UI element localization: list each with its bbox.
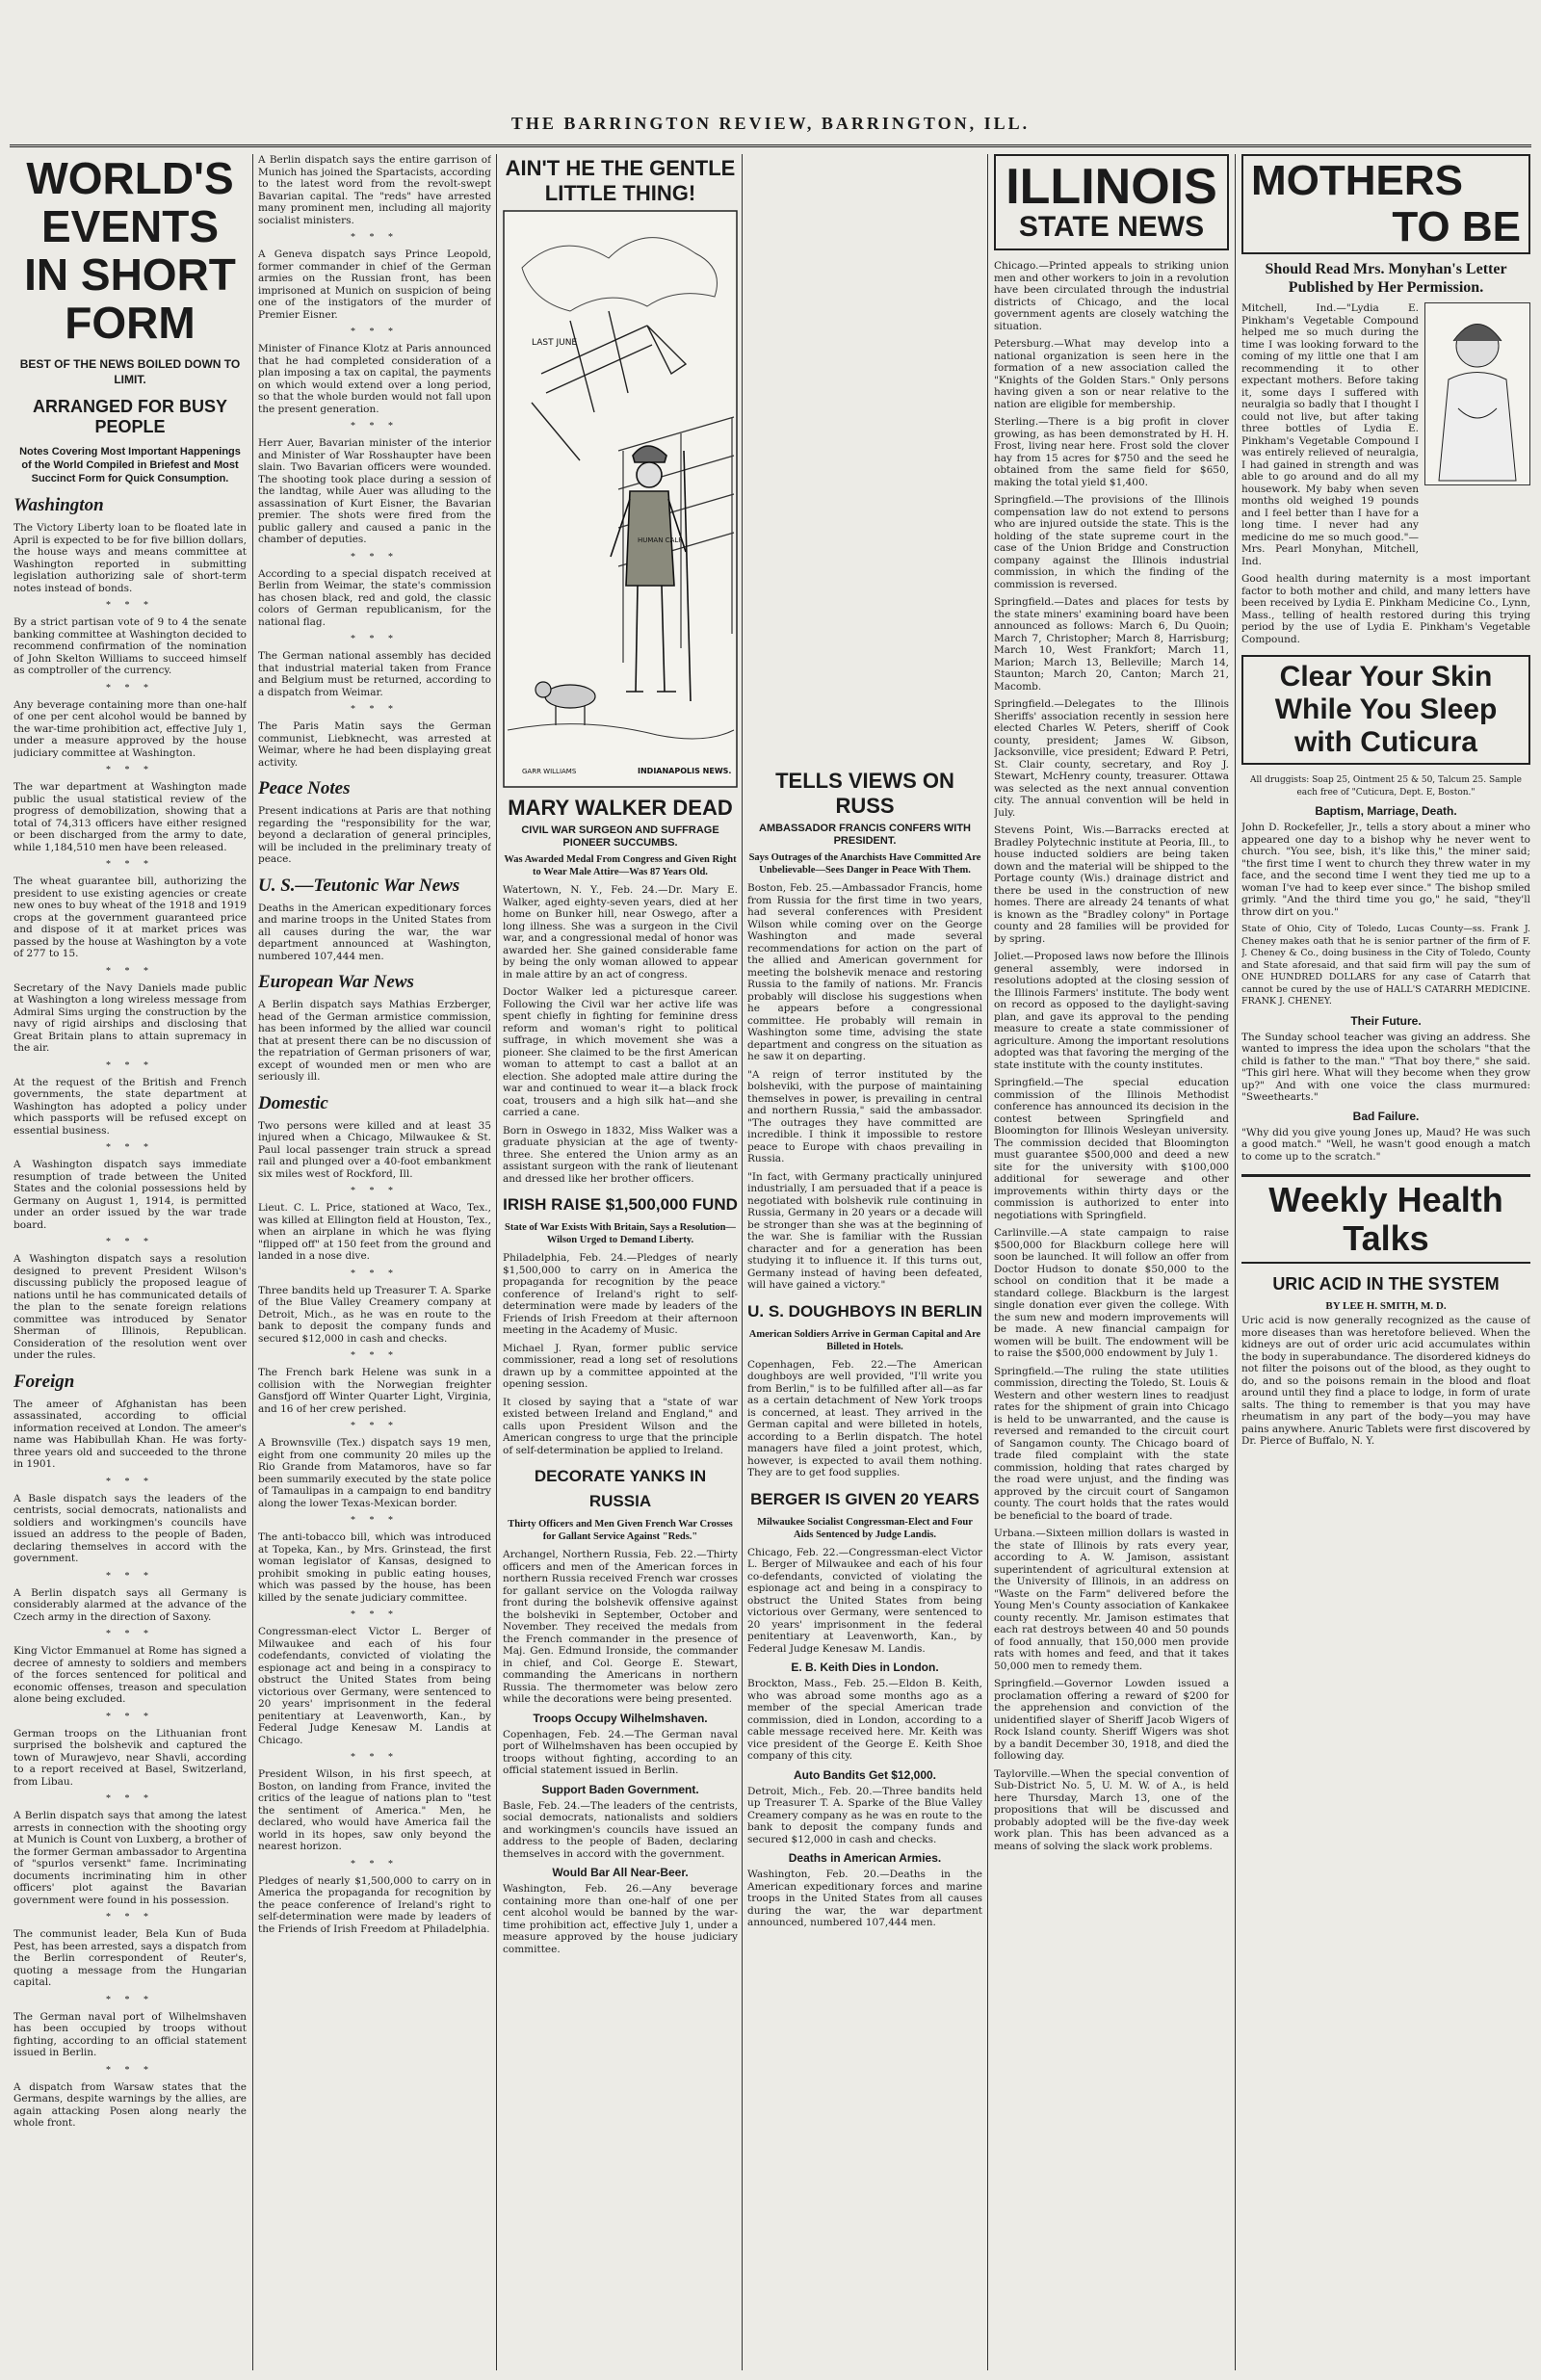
news-item: The war department at Washington made public the usual statistical review of the progress of demobilization, showing that a total of 74,313 officers have either resigned or been discharged from the army to date, while 1,184,510 men have been released.: [13, 781, 247, 853]
masthead: THE BARRINGTON REVIEW, BARRINGTON, ILL.: [510, 114, 1031, 133]
separator: * * *: [106, 765, 154, 775]
illinois-state-news-title: [994, 154, 1229, 250]
news-item: According to a special dispatch received at Berlin from Weimar, the state's commission has chosen black, red and gold, the classic colors of German republicanism, for the national flag.: [258, 567, 491, 628]
news-item: Congressman-elect Victor L. Berger of Milwaukee and each of his four codefendants, convicted of violating the espionage act and being in a conspiracy to obstruct the United States from being victorious over Germany, were sentenced to 20 years' imprisonment in the federal penitentiary at Leavenworth, Kan., by Federal Judge Kenesaw M. Landis at Chicago.: [258, 1626, 491, 1746]
catarrh-ad: State of Ohio, City of Toledo, Lucas County—ss. Frank J. Cheney makes oath that he is senior partner of the firm of F. J. Cheney & Co., doing business in the City of Toledo, County and State aforesaid, and that said firm will pay the sum of ONE HUNDRED DOLLARS for any case of Catarrh that cannot be cured by the use of HALL'S CATARRH MEDICINE. FRANK J. CHENEY.: [1241, 924, 1530, 1007]
brief-text: Copenhagen, Feb. 24.—The German naval port of Wilhelmshaven has been occupied by troops without fighting, according to an official statement issued in Berlin.: [503, 1728, 738, 1776]
section-heading: U. S.—Teutonic War News: [258, 875, 460, 896]
story-text: "Why did you give young Jones up, Maud? He was such a good match." "Well, he wasn't good enough a match to come up to the scratch.": [1241, 1126, 1530, 1163]
news-item: A Berlin dispatch says the entire garrison of Munich has joined the Spartacists, according to the latest word from the revolt-swept Bavarian capital. The "reds" have arrested many prominent men, including all majority socialist ministers.: [258, 154, 491, 226]
news-item: The French bark Helene was sunk in a collision with the Norwegian freighter Gansfjord off Winter Quarter Light, Virginia, and 16 of her crew perished.: [258, 1367, 491, 1415]
column-divider: [252, 154, 253, 2370]
separator: * * *: [351, 1752, 399, 1763]
news-item: Any beverage containing more than one-half of one per cent alcohol would be banned by the war-time prohibition act, effective July 1, under a measure approved by the house judiciary committee at Washington.: [13, 698, 247, 759]
brief-headline: Deaths in American Armies.: [788, 1851, 942, 1865]
brief-text: Washington, Feb. 20.—Deaths in the American expeditionary forces and marine troops in the United States from all causes during the war, the war department announced, numbered 107,444 men.: [747, 1869, 982, 1928]
article-paragraph: Michael J. Ryan, former public service commissioner, read a long set of resolutions drawn up by a committee appointed at the opening session.: [503, 1342, 738, 1390]
news-item: Two persons were killed and at least 35 injured when a Chicago, Milwaukee & St. Paul local passenger train struck a spread rail and plunged over a 40-foot embankment six miles west of Rockford, Ill.: [258, 1119, 491, 1180]
state-news-item: Sterling.—There is a big profit in clover growing, as has been demonstrated by H. H. Frost, living near here. Frost sold the clover hay from 15 acres for $750 and the seed he obtained from the same field for $650, making the total yield $1,400.: [994, 416, 1229, 488]
news-item: A Geneva dispatch says Prince Leopold, former commander in chief of the German armies on the Russian front, has been imprisoned at Munich on suspicion of being one of the instigators of the murder of Premier Eisner.: [258, 248, 491, 321]
article-paragraph: Born in Oswego in 1832, Miss Walker was a graduate physician at the age of twenty-three. She entered the Union army as an assistant surgeon with the rank of lieutenant and dressed like her brother officers.: [503, 1124, 738, 1185]
news-item: Lieut. C. L. Price, stationed at Waco, Tex., was killed at Ellington field at Houston, Tex., when an airplane in which he was flying "flipped off" at 150 feet from the ground and landed in a nose dive.: [258, 1202, 491, 1262]
state-news-item: Joliet.—Proposed laws now before the Illinois general assembly, were indorsed in resolutions adopted at the closing session of the Illinois Farmers' institute. The body went on record as opposed to the daylight-saving plan, and gave its approval to the pending measure to create a state commissioner of agriculture. Among the important resolutions adopted was that favoring the merging of the state institute with the county institutes.: [994, 951, 1229, 1071]
news-item: The ameer of Afghanistan has been assassinated, according to official information received at London. The ameer's name was Habibullah Khan. He was forty-three years old and succeeded to the throne in 1901.: [13, 1398, 247, 1470]
article-paragraph: Doctor Walker led a picturesque career. Following the Civil war her active life was spent chiefly in fighting for feminine dress reform and woman's right to political suffrage, in which movement she was a pioneer. She claimed to be the first American woman to attempt to cast a ballot at an election. She adopted male attire during the war and continued to wear it—a black frock coat, trousers and a high silk hat—and she carried a cane.: [503, 986, 738, 1118]
brief-headline: Troops Occupy Wilhelmshaven.: [533, 1711, 708, 1725]
brief-text: Washington, Feb. 26.—Any beverage containing more than one-half of one per cent alcohol would be banned by the war-time prohibition act, effective July 1, under a measure approved by the house judiciary committee.: [503, 1883, 738, 1955]
story-text: John D. Rockefeller, Jr., tells a story about a miner who appeared one day to a bishop why he never went to church. "You see, bish, it's like this," the miner said; "the first time I went to church they threw water in my face, and the second time I went they tied me up to a woman I've had to keep ever since." The bishop smiled grimly. "And the third time you go," he said, "they'll throw dirt on you.": [1241, 822, 1530, 918]
ad-subheading: Should Read Mrs. Monyhan's Letter Published by Her Permission.: [1265, 261, 1507, 296]
byline: BY LEE H. SMITH, M. D.: [1325, 1300, 1447, 1312]
state-news-item: Carlinville.—A state campaign to raise $500,000 for Blackburn college here will soon be launched. It will follow an offer from Doctor Hudson to donate $50,000 to the school on condition that it be made a standard college. Blackburn is the largest single donation ever given the college. With the sum new and modern improvements will be made. A new financial campaign for women will be built. The endowment will be to raise the $500,000 endowment by July 1.: [994, 1227, 1229, 1359]
news-item: Deaths in the American expeditionary forces and marine troops in the United States from all causes during the war, the war department announced at Washington, numbered 107,444 men.: [258, 902, 491, 962]
separator: * * *: [351, 1609, 399, 1620]
news-item: President Wilson, in his first speech, at Boston, on landing from France, invited the critics of the league of nations plan to "test the sentiment of America." Men, he declared, who would have America fail the world in its hopes, saw only beyond the nearest horizon.: [258, 1768, 491, 1852]
state-news-item: Springfield.—Dates and places for tests by the state miners' examining board have been announced as follows: March 6, Du Quoin; March 7, Christopher; March 8, Harrisburg; March 10, West Frankfort; March 11, Marion; March 13, Belleville; March 14, Staunton; March 20, Canton; March 21, Macomb.: [994, 596, 1229, 693]
separator: * * *: [106, 1793, 154, 1804]
story-text: The Sunday school teacher was giving an address. She wanted to impress the idea upon the scholars "that the child is father to the man." "That boy there," she said. "This girl here. What will they become when they grow up?" And with one voice the class murmured: "Sweethearts.": [1241, 1031, 1530, 1103]
news-item: The German national assembly has decided that industrial material taken from France and Belgium must be returned, according to a dispatch from Weimar.: [258, 650, 491, 698]
separator: * * *: [106, 1476, 154, 1487]
separator: * * *: [106, 682, 154, 693]
news-item: The Victory Liberty loan to be floated late in April is expected to be for five billion dollars, the house ways and means committee at Washington reported in submitting legislation authorizing sale of short-term notes instead of bonds.: [13, 522, 247, 594]
cartoon-title: AIN'T HE THE GENTLE LITTLE THING!: [505, 156, 736, 205]
cartoon-signature: GARR WILLIAMS: [522, 768, 577, 775]
article-paragraph: Archangel, Northern Russia, Feb. 22.—Thirty officers and men of the American forces in northern Russia received French war crosses for gallant service on the Vologda railway front during the bolshevik offensive against the bolsheviki in September, October and November. They received the medals from the French commander in the presence of Maj. Gen. Edmund Ironside, the commander in chief, and Col. George E. Stewart, commanding the Americans in northern Russia. The thermometer was below zero while the decorations were being presented.: [503, 1549, 738, 1705]
article-headline: DECORATE YANKS IN RUSSIA: [534, 1467, 707, 1510]
news-item: Three bandits held up Treasurer T. A. Sparke of the Blue Valley Creamery company at Detroit, Mich., as he was en route to the bank to deposit the company funds and secured $12,000 in cash and checks.: [258, 1284, 491, 1345]
separator: * * *: [106, 2064, 154, 2076]
ad-text: Mitchell, Ind.—"Lydia E. Pinkham's Vegetable Compound helped me so much during the time I was looking forward to the coming of my little one that I am recommending it to other expectant mothers. Before taking it, some days I suffered with neuralgia so badly that I thought I could not live, but after taking three bottles of Lydia E. Pinkham's Vegetable Compound I was entirely relieved of neuralgia, I had gained in strength and was able to go around and do all my housework. My baby when seven months old weighed 19 pounds and I feel better than I have for a long time. I never had any medicine do me so much good."—Mrs. Pearl Monyhan, Mitchell, Ind.: [1241, 302, 1419, 567]
section-heading: Foreign: [13, 1371, 75, 1392]
cartoon-label: HUMAN CALF: [638, 536, 683, 544]
separator: * * *: [351, 634, 399, 644]
state-news-item: Chicago.—Printed appeals to striking union men and other workers to join in a revolution have been circulated through the industrial districts of Chicago, and the local government agents are closely watching the situation.: [994, 260, 1229, 332]
news-item: A Berlin dispatch says that among the latest arrests in connection with the shooting orgy at Munich is Count von Luxberg, a brother of the former German ambassador to Argentina of "spurlos versenkt" fame. Incriminating documents incriminating him in other officers' plot against the Bavarian government were found in his possession.: [13, 1810, 247, 1906]
ad-text: Good health during maternity is a most important factor to both mother and child, and many letters have been received by Lydia E. Pinkham Medicine Co., Lynn, Mass., telling of health restored during this trying period by the use of Lydia E. Pinkham's Vegetable Compound.: [1241, 573, 1530, 645]
article-paragraph: Uric acid is now generally recognized as the cause of more diseases than was heretofore believed. When the kidneys are out of order uric acid accumulates within the body in superabundance. The disordered kidneys do not filter the poisons out of the blood, as they ought to do, and so the poisons remain in the blood and float around until they find a place to lodge, in form of urate salts. The thing to remember is that you may have rheumatism in any part of the body—you may have pains anywhere. Anuric Tablets were first discovered by Dr. Pierce of Buffalo, N. Y.: [1241, 1315, 1530, 1447]
separator: * * *: [106, 600, 154, 611]
article-headline: BERGER IS GIVEN 20 YEARS: [750, 1489, 979, 1508]
mothers-ad-body: [1241, 302, 1530, 573]
story-headline: Baptism, Marriage, Death.: [1315, 804, 1457, 818]
brief-headline: Support Baden Government.: [541, 1782, 699, 1796]
article-deck: State of War Exists With Britain, Says a Resolution—Wilson Urged to Demand Liberty.: [505, 1222, 736, 1245]
article-deck: Milwaukee Socialist Congressman-Elect and Four Aids Sentenced by Judge Landis.: [757, 1516, 973, 1540]
news-item: The anti-tobacco bill, which was introduced at Topeka, Kan., by Mrs. Grinstead, the first woman legislator of Kansas, designed to prohibit smoking in public eating houses, which was passed by the house, has been killed by the senate judiciary committee.: [258, 1531, 491, 1604]
column-world-events: [13, 154, 247, 2370]
subheadline: ARRANGED FOR BUSY PEOPLE: [32, 397, 227, 436]
article-paragraph: "A reign of terror instituted by the bolsheviki, with the purpose of maintaining themselves in power, is prevailing in central and northern Russia," said the ambassador. "The outrages they have committed are incredible. I think it impossible to restore peace to Europe with chaos prevailing in Russia.: [747, 1068, 982, 1164]
news-item: A Basle dispatch says the leaders of the centrists, social democrats, nationalists and soldiers and workingmen's councils have issued an address to the people of Baden, declaring themselves in accord with the government.: [13, 1492, 247, 1564]
article-paragraph: It closed by saying that a "state of war existed between Ireland and England," and calls upon President Wilson and the American congress to urge that the principle of self-determination be applied to Ireland.: [503, 1396, 738, 1456]
news-item: Present indications at Paris are that nothing regarding the "responsibility for the war, beyond a declaration of general principles, will be included in the preliminary treaty of peace.: [258, 805, 491, 865]
state-news-item: Springfield.—The special education commission of the Illinois Methodist conference has announced its decision in the contest between Springfield and Bloomington for Illinois Wesleyan university. The commission decided that Bloomington must guarantee $500,000 and deed a new site for the university with $100,000 additional for sewerage and other improvements within thirty days or the commission is authorized to enter into negotiations with Springfield.: [994, 1077, 1229, 1221]
separator: * * *: [106, 1994, 154, 2005]
separator: * * *: [106, 1059, 154, 1071]
section-heading: Washington: [13, 495, 104, 515]
news-item: The wheat guarantee bill, authorizing the president to use existing agencies or create new ones to buy wheat of the 1918 and 1919 crops at the government guaranteed price and dispose of it at market prices was passed by the house at Washington by a vote of 277 to 15.: [13, 876, 247, 959]
separator: * * *: [351, 1858, 399, 1870]
article-paragraph: "In fact, with Germany practically uninjured industrially, I am persuaded that if a peace is negotiated with bolshevik rule continuing in Russia, Germany in 20 years or a decade will be stronger than she was at the beginning of the war. She is familiar with the Russian character and for a generation has been studying it to influence it. If this turns out, Germany instead of having been defeated, will have gained a victory.": [747, 1170, 982, 1291]
story-headline: Their Future.: [1350, 1013, 1422, 1028]
article-deck: Thirty Officers and Men Given French War Crosses for Gallant Service Against "Reds.": [508, 1519, 733, 1542]
news-item: A Berlin dispatch says Mathias Erzberger, head of the German armistice commission, has been informed by the allied war council that at present there can be no discussion of the repatriation of German prisoners of war, except of wounded men or men who are seriously ill.: [258, 999, 491, 1083]
column-divider: [1235, 154, 1236, 2370]
state-news-item: Springfield.—Delegates to the Illinois Sheriffs' association recently in session here elected Charles W. Peters, sheriff of Cook county, president; James W. Gibson, Jacksonville, vice president; Edward P. Petri, St. Clair county, secretary, and Roy J. Stewart, McHenry county, treasurer. Ottawa was selected as the next annual convention city. The annual convention will be held in July.: [994, 698, 1229, 819]
article-headline: URIC ACID IN THE SYSTEM: [1272, 1274, 1500, 1294]
article-headline: MARY WALKER DEAD: [508, 796, 733, 820]
news-item: At the request of the British and French governments, the state department at Washington has adopted a policy under which passports will be refused except on essential business.: [13, 1076, 247, 1137]
column-divider: [742, 154, 743, 2370]
news-item: A Washington dispatch says a resolution designed to prevent President Wilson's discussing publicly the proposed league of nations until he has communicated details of the plan to the senate foreign relations committee was introduced by Senator Sherman of Illinois, Republican. Consideration of the resolution went over under the rules.: [13, 1253, 247, 1361]
separator: * * *: [351, 1421, 399, 1431]
article-subhead: CIVIL WAR SURGEON AND SUFFRAGE PIONEER SUCCUMBS.: [521, 824, 719, 849]
state-news-item: Urbana.—Sixteen million dollars is wasted in the state of Illinois by rats every year, according to A. W. Jamison, assistant superintendent of agricultural extension at the University of Illinois, in an address on "Waste on the Farm" delivered before the Young Men's County association of Kankakee county recently. Mr. Jamison estimates that each rat destroys between 40 and 50 pounds of food annually, that 150,000 men provide rats with homes and feed, and that it takes 50,000 men to remedy them.: [994, 1528, 1229, 1672]
separator: * * *: [106, 1237, 154, 1247]
news-item: Minister of Finance Klotz at Paris announced that he had completed consideration of a plan imposing a tax on capital, the payments on which would extend over a long period, so that the whole burden would not fall upon the present generation.: [258, 343, 491, 415]
separator: * * *: [351, 327, 399, 337]
brief-text: Detroit, Mich., Feb. 20.—Three bandits held up Treasurer T. A. Sparke of the Blue Valley Creamery company as he was en route to the bank to deposit the company funds and secured $12,000 in cash and checks.: [747, 1785, 982, 1845]
section-heading: Peace Notes: [258, 778, 351, 798]
brief-headline: E. B. Keith Dies in London.: [791, 1661, 939, 1674]
separator: * * *: [351, 1515, 399, 1526]
state-news-item: Springfield.—The provisions of the Illinois compensation law do not extend to persons who are injured outside the state. This is the holding of the state supreme court in the case of the Union Bridge and Construction company against the Illinois industrial commission, in which the finding of the commission is reversed.: [994, 494, 1229, 590]
column-divider: [496, 154, 497, 2370]
news-item: The communist leader, Bela Kun of Buda Pest, has been arrested, says a dispatch from the Berlin correspondent of Reuter's, quoting a message from the Hungarian capital.: [13, 1928, 247, 1988]
article-paragraph: Watertown, N. Y., Feb. 24.—Dr. Mary E. Walker, aged eighty-seven years, died at her home on Bunker hill, near Oswego, after a long illness. She was a surgeon in the Civil war, and a congressional medal of honor was awarded her. She gained considerable fame by being the only woman allowed to appear in male attire by an act of congress.: [503, 884, 738, 981]
separator: * * *: [351, 1268, 399, 1279]
article-paragraph: Chicago, Feb. 22.—Congressman-elect Victor L. Berger of Milwaukee and each of his four co-defendants, convicted of violating the espionage act and being in a conspiracy to obstruct the United States from being victorious over Germany, were sentenced to 20 years' imprisonment in the federal penitentiary at Leavenworth, Kan., by Federal Judge Kenesaw M. Landis.: [747, 1546, 982, 1655]
news-item: The Paris Matin says the German communist, Liebknecht, was arrested at Weimar, where he had been displaying great activity.: [258, 720, 491, 769]
article-paragraph: Copenhagen, Feb. 22.—The American doughboys are well provided, "I'll write you from Berlin," is to be fulfilled after all—as far as a certain detachment of New York troops is concerned, at least. They arrived in the German capital and were billeted in hotels, according to a Berlin dispatch. The hotel managers have filed a joint protest, which, however, is expected to avail them nothing. They are to get food supplies.: [747, 1358, 982, 1478]
kicker: Notes Covering Most Important Happenings of the World Compiled in Briefest and Most Succinct Form for Quick Consumption.: [19, 446, 241, 484]
article-deck: Was Awarded Medal From Congress and Given Right to Wear Male Attire—Was 87 Years Old.: [504, 854, 737, 877]
state-news-item: Springfield.—Governor Lowden issued a proclamation offering a reward of $200 for the apprehension and conviction of the unidentified slayer of Sheriff Jacob Wigers of Rock Island county. Sheriff Wigers was shot by a bandit December 30, 1918, and died the following day.: [994, 1678, 1229, 1762]
weekly-health-talks-title: Weekly Health Talks: [1241, 1174, 1530, 1264]
brief-headline: Auto Bandits Get $12,000.: [793, 1767, 937, 1782]
ad-title-line: TO BE: [1392, 203, 1521, 250]
separator: * * *: [106, 1142, 154, 1153]
column-divider: [987, 154, 988, 2370]
separator: * * *: [351, 232, 399, 243]
separator: * * *: [351, 1186, 399, 1196]
column-cartoon-and-news: [503, 154, 738, 2370]
news-item: A dispatch from Warsaw states that the Germans, despite warnings by the allies, are again attacking Posen along nearly the whole front.: [13, 2080, 247, 2129]
news-item: By a strict partisan vote of 9 to 4 the senate banking committee at Washington decided to recommend confirmation of the nomination of John Skelton Williams to succeed himself as comptroller of the currency.: [13, 616, 247, 676]
news-item: Herr Auer, Bavarian minister of the interior and Minister of War Rosshaupter have been slain. Two Bavarian officers were wounded. The shooting took place during a session of the landtag, while Auer was alluding to the assassination of Kurt Eisner, the Bavarian premier. The shots were fired from the public gallery and caused a panic in the chamber of deputies.: [258, 437, 491, 545]
separator: * * *: [351, 1350, 399, 1361]
cuticura-ad: Clear Your Skin While You Sleep with Cuticura: [1241, 655, 1530, 765]
article-headline: TELLS VIEWS ON RUSS: [775, 769, 954, 818]
subheadline: BEST OF THE NEWS BOILED DOWN TO LIMIT.: [19, 357, 241, 386]
cuticura-fineprint: All druggists: Soap 25, Ointment 25 & 50, Talcum 25. Sample each free of "Cuticura, Dept. E, Boston.": [1249, 775, 1523, 798]
news-item: A Washington dispatch says immediate resumption of trade between the United States and the colonial possessions held by Germany on August 1, 1914, is permitted under an order issued by the war trade board.: [13, 1159, 247, 1231]
section-heading: European War News: [258, 972, 414, 992]
separator: * * *: [351, 551, 399, 562]
news-item: King Victor Emmanuel at Rome has signed a decree of amnesty to soldiers and members of the forces sentenced for political and economic offenses, treason and speculation alone being excluded.: [13, 1645, 247, 1705]
article-deck: American Soldiers Arrive in German Capital and Are Billeted in Hotels.: [748, 1328, 981, 1352]
separator: * * *: [106, 1570, 154, 1582]
news-item: Pledges of nearly $1,500,000 to carry on in America the propaganda for recognition by the peace conference of Ireland's right to self-determination were made by leaders of the Friends of Irish Freedom at Philadelphia.: [258, 1874, 491, 1935]
column-russ-news: [747, 761, 982, 2370]
title-line: STATE NEWS: [1018, 211, 1205, 243]
brief-text: Basle, Feb. 24.—The leaders of the centrists, social democrats, nationalists and soldiers and workingmen's councils have issued an address to the people of Baden, declaring themselves in accord with the government.: [503, 1799, 738, 1860]
separator: * * *: [106, 1711, 154, 1722]
mother-illustration: [1424, 302, 1530, 485]
column-illinois-state-news: [994, 154, 1229, 2370]
separator: * * *: [351, 704, 399, 715]
article-paragraph: Philadelphia, Feb. 24.—Pledges of nearly $1,500,000 to carry on in America the propaganda for recognition by the peace conference of Ireland's right to self-determination were made by leaders of the Friends of Irish Freedom at their afternoon meeting in the Academy of Music.: [503, 1252, 738, 1336]
state-news-item: Stevens Point, Wis.—Barracks erected at Bradley Polytechnic institute at Peoria, Ill., to house inducted soldiers are being taken down and the material will be shipped to the Portage county (Wis.) drainage district and there be used in the construction of new homes. There are already 24 tenants of what is known as the "Bradley colony" in Portage county and 28 families will be provided for by spring.: [994, 824, 1229, 945]
title-line: ILLINOIS: [1006, 159, 1217, 215]
news-item: Secretary of the Navy Daniels made public at Washington a long wireless message from Admiral Sims urging the construction by the navy of rigid airships and disclosing that Great Britain plans to attain supremacy in the air.: [13, 981, 247, 1054]
article-headline: IRISH RAISE $1,500,000 FUND: [503, 1195, 738, 1214]
news-item: The German naval port of Wilhelmshaven has been occupied by troops without fighting, according to an official statement issued in Berlin.: [13, 2010, 247, 2058]
cartoon-credit: INDIANAPOLIS NEWS.: [638, 767, 732, 775]
state-news-item: Petersburg.—What may develop into a national organization is seen here in the formation of a new association called the "Knights of the Golden Stars." Only persons having given a son or near relative to the nation are eligible for membership.: [994, 338, 1229, 410]
brief-text: Brockton, Mass., Feb. 25.—Eldon B. Keith, who was abroad some months ago as a member of the special American trade commission, died in London, according to a cable message received here. Mr. Keith was vice president of the George E. Keith Shoe company of this city.: [747, 1678, 982, 1762]
news-item: A Brownsville (Tex.) dispatch says 19 men, eight from one community 20 miles up the Rio Grande from Matamoros, have so far been summarily executed by the state police of Tamaulipas in a campaign to end banditry along the lower Texas-Mexican border.: [258, 1437, 491, 1509]
article-subhead: AMBASSADOR FRANCIS CONFERS WITH PRESIDENT.: [759, 823, 971, 847]
mothers-ad-title: [1241, 154, 1530, 254]
brief-headline: Would Bar All Near-Beer.: [552, 1866, 689, 1879]
cartoon-label: LAST JUNE: [532, 338, 578, 348]
article-headline: U. S. DOUGHBOYS IN BERLIN: [747, 1301, 982, 1321]
editorial-cartoon: [503, 210, 738, 788]
section-heading: Domestic: [258, 1092, 328, 1113]
ad-title-line: MOTHERS: [1251, 157, 1463, 204]
separator: * * *: [106, 1629, 154, 1639]
news-item: A Berlin dispatch says all Germany is considerably alarmed at the advance of the Czech army in the direction of Saxony.: [13, 1586, 247, 1623]
state-news-item: Springfield.—The ruling the state utilities commission, directing the Toledo, St. Louis & Western and other western lines to readjust rates for the shipment of grain into Chicago is held to be unwarranted, and the cause is reversed and remanded to the circuit court of Sangamon county. The Chicago board of trade filed complaint with the state commission, holding that rates charged by the road were unjust, and the finding was approved by the circuit court of Sangamon county. The court holds that the rates would be beneficial to the board of trade.: [994, 1365, 1229, 1522]
article-deck: Says Outrages of the Anarchists Have Committed Are Unbelievable—Sees Danger in Peace With Them.: [748, 852, 981, 876]
masthead-rule: [10, 144, 1531, 147]
column-world-events-continued: [258, 154, 491, 2370]
headline: WORLD'S EVENTS IN SHORT FORM: [24, 154, 236, 348]
separator: * * *: [106, 1912, 154, 1922]
state-news-item: Taylorville.—When the special convention of Sub-District No. 5, U. M. W. of A., is held here Thursday, March 13, one of the propositions that will be discussed and probably adopted will be the five-day week work plan. This has been advanced as a means of solving the slack work problems.: [994, 1767, 1229, 1852]
separator: * * *: [106, 965, 154, 977]
column-advertisements: [1241, 154, 1530, 2370]
separator: * * *: [351, 421, 399, 432]
article-paragraph: Boston, Feb. 25.—Ambassador Francis, home from Russia for the first time in two years, had several conferences with President Wilson while coming over on the George Washington and made several recommendations for action on the part of the allied and American government for meeting the bolshevik menace and restoring Russia to the family of nations. Mr. Francis probably will disclose his suggestions when he appears before a congressional committee. He probably will remain in Washington some time, advising the state department and congress on the situation as he saw it on departing.: [747, 882, 982, 1062]
story-headline: Bad Failure.: [1352, 1109, 1420, 1123]
separator: * * *: [106, 859, 154, 870]
news-item: German troops on the Lithuanian front surprised the bolshevik and captured the town of Murawjevo, near Shavli, according to a report received at Basel, Switzerland, from Libau.: [13, 1727, 247, 1788]
